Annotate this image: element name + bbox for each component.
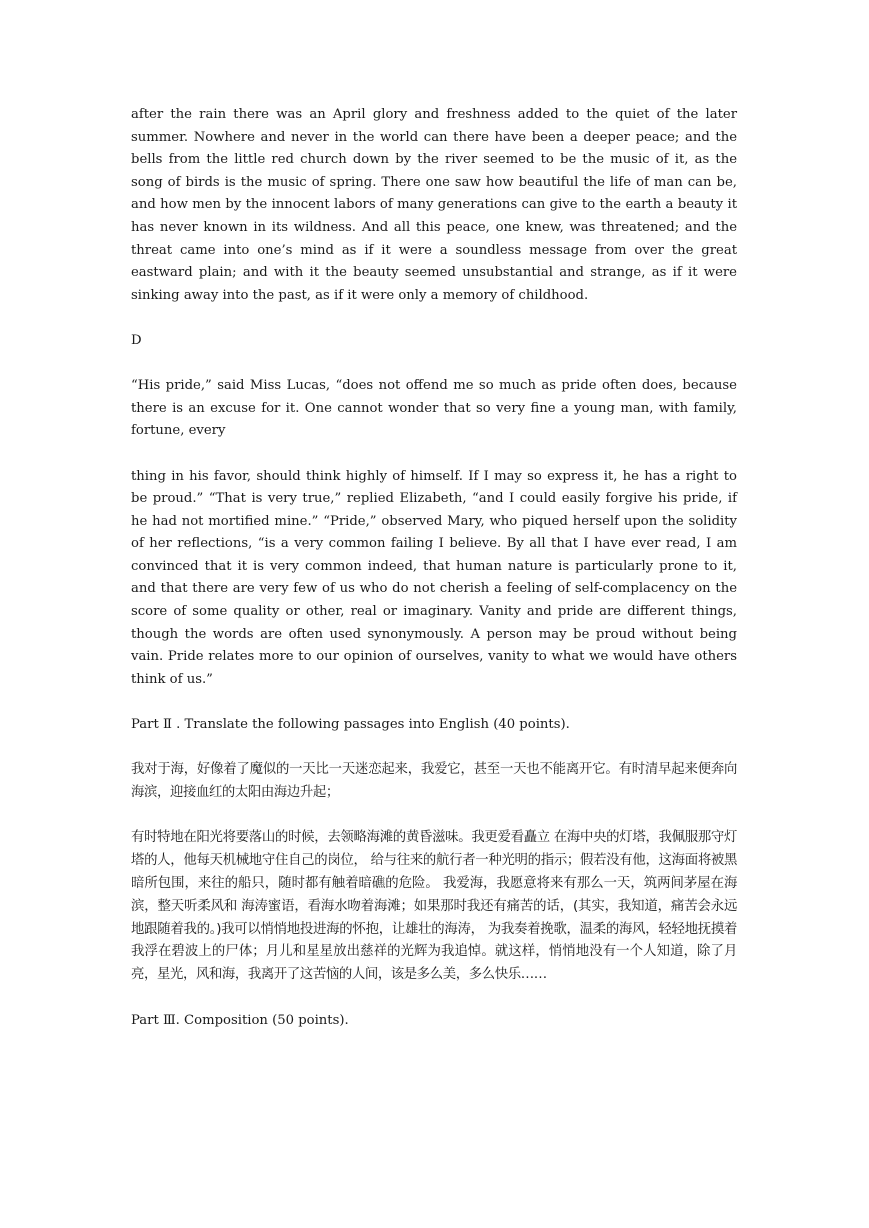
passage-d-paragraph-2: thing in his favor, should think highly of himself. If I may so express it, he has a right to be proud.” “That is very true,” replied Elizabeth, “and I could easily forgive his pride, if he had not mortified mine.” “Pride,” observed Mary, who piqued herself upon the solidity of her reflections, “is a very common failing I believe. By all that I have ever read, I am convinced that it is very common indeed, that human nature is particularly prone to it, and that there are very few of us who do not cherish a feeling of self-complacency on the score of some quality or other, real or imaginary. Vanity and pride are different things, though the words are often used synonymously. A person may be proud without being vain. Pride relates more to our opinion of ourselves, vanity to what we would have others think of us.” <box>131 468 737 687</box>
part-2-chinese-paragraph-1: 我对于海，好像着了魔似的一天比一天迷恋起来，我爱它，甚至一天也不能离开它。有时清早起来便奔向海滨，迎接血红的太阳由海边升起； <box>131 762 737 801</box>
passage-d-label: D <box>131 332 142 348</box>
part-2-chinese-paragraph-2: 有时特地在阳光将要落山的时候，去领略海滩的黄昏滋味。我更爱看矗立 在海中央的灯塔，我佩服那守灯塔的人，他每天机械地守住自己的岗位， 给与往来的航行者一种光明的指示；假若没有他，这海面将被黑暗所包围，来往的船只，随时都有触着暗礁的危险。 我爱海，我愿意将来有那么一天，筑两间茅屋在海滨，整天听柔风和 海涛蜜语，看海水吻着海滩；如果那时我还有痛苦的话，(其实，我知道，痛苦会永远地跟随着我的。)我可以悄悄地投进海的怀抱，让雄壮的海涛， 为我奏着挽歌，温柔的海风，轻轻地抚摸着我浮在碧波上的尸体；月儿和星星放出慈祥的光辉为我追悼。就这样，悄悄地没有一个人知道，除了月 亮，星光，风和海，我离开了这苦恼的人间，该是多么美，多么快乐…… <box>131 830 737 983</box>
document-page <box>131 104 737 1032</box>
part-3-heading: Part Ⅲ. Composition (50 points). <box>131 1012 349 1028</box>
passage-c-ending: after the rain there was an April glory and freshness added to the quiet of the later summer. Nowhere and never in the world can there have been a deeper peace; and the bells from the little red church down by the river seemed to be the music of it, as the song of birds is the music of spring. There one saw how beautiful the life of man can be, and how men by the innocent labors of many generations can give to the earth a beauty it has never known in its wildness. And all this peace, one knew, was threatened; and the threat came into one’s mind as if it were a soundless message from over the great eastward plain; and with it the beauty seemed unsubstantial and strange, as if it were sinking away into the past, as if it were only a memory of childhood. <box>131 107 737 303</box>
part-2-heading: Part Ⅱ . Translate the following passages into English (40 points). <box>131 717 570 733</box>
passage-d-paragraph-1: “His pride,” said Miss Lucas, “does not offend me so much as pride often does, because there is an excuse for it. One cannot wonder that so very fine a young man, with family, fortune, every <box>131 378 737 439</box>
